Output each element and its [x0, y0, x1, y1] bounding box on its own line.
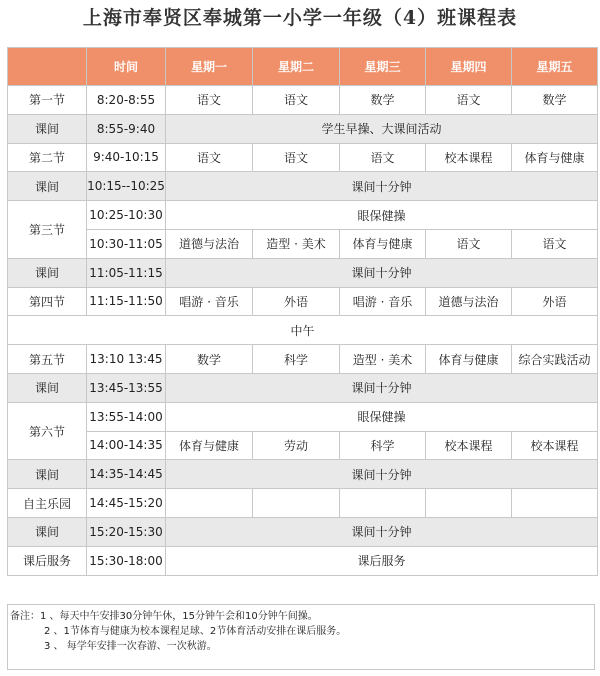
merged-activity-cell: 课间十分钟 — [166, 172, 598, 201]
class-cell — [512, 489, 598, 518]
merged-activity-cell: 课后服务 — [166, 546, 598, 575]
table-row — [8, 86, 598, 115]
class-cell — [253, 489, 340, 518]
merged-activity-cell: 眼保健操 — [166, 402, 598, 431]
period-label: 第二节 — [8, 143, 87, 172]
notes-box — [7, 604, 595, 670]
header-corner — [8, 48, 87, 86]
class-cell: 语文 — [253, 143, 340, 172]
merged-activity-cell: 课间十分钟 — [166, 517, 598, 546]
merged-activity-cell: 课间十分钟 — [166, 258, 598, 287]
class-cell: 科学 — [340, 431, 426, 460]
class-cell: 语文 — [166, 86, 253, 115]
table-row — [8, 345, 598, 374]
class-cell: 语文 — [512, 229, 598, 258]
class-cell: 语文 — [340, 143, 426, 172]
period-time: 8:55-9:40 — [87, 114, 166, 143]
header-wednesday: 星期三 — [340, 48, 426, 86]
period-time: 10:30-11:05 — [87, 229, 166, 258]
table-row — [8, 546, 598, 575]
period-time: 15:20-15:30 — [87, 517, 166, 546]
table-row — [8, 489, 598, 518]
table-row — [8, 229, 598, 258]
period-time: 9:40-10:15 — [87, 143, 166, 172]
period-time: 14:35-14:45 — [87, 460, 166, 489]
period-label: 课间 — [8, 517, 87, 546]
class-cell: 语文 — [253, 86, 340, 115]
period-time: 13:10 13:45 — [87, 345, 166, 374]
period-time: 13:55-14:00 — [87, 402, 166, 431]
class-cell — [166, 489, 253, 518]
class-cell: 唱游 · 音乐 — [166, 287, 253, 316]
class-cell: 道德与法治 — [426, 287, 512, 316]
period-time: 11:05-11:15 — [87, 258, 166, 287]
period-label: 课间 — [8, 373, 87, 402]
class-cell: 体育与健康 — [512, 143, 598, 172]
class-cell: 体育与健康 — [426, 345, 512, 374]
table-row — [8, 431, 598, 460]
period-time: 15:30-18:00 — [87, 546, 166, 575]
period-label: 第三节 — [8, 201, 87, 259]
period-label: 自主乐园 — [8, 489, 87, 518]
period-label: 课后服务 — [8, 546, 87, 575]
note-line: 3 、 每学年安排一次春游、一次秋游。 — [44, 641, 217, 652]
header-monday: 星期一 — [166, 48, 253, 86]
class-cell: 校本课程 — [426, 143, 512, 172]
class-cell: 数学 — [512, 86, 598, 115]
table-row — [8, 316, 598, 345]
class-cell: 综合实践活动 — [512, 345, 598, 374]
noon-break-cell: 中午 — [8, 316, 598, 345]
class-cell: 外语 — [512, 287, 598, 316]
class-cell: 校本课程 — [512, 431, 598, 460]
table-row — [8, 460, 598, 489]
class-cell: 数学 — [166, 345, 253, 374]
class-cell: 造型 · 美术 — [253, 229, 340, 258]
table-row — [8, 143, 598, 172]
period-time: 10:15--10:25 — [87, 172, 166, 201]
merged-activity-cell: 课间十分钟 — [166, 460, 598, 489]
class-cell: 校本课程 — [426, 431, 512, 460]
period-label: 课间 — [8, 258, 87, 287]
period-time: 11:15-11:50 — [87, 287, 166, 316]
header-friday: 星期五 — [512, 48, 598, 86]
class-cell — [426, 489, 512, 518]
period-label: 课间 — [8, 172, 87, 201]
page-title: 上海市奉贤区奉城第一小学一年级（4）班课程表 — [82, 7, 518, 29]
period-time: 13:45-13:55 — [87, 373, 166, 402]
class-cell: 唱游 · 音乐 — [340, 287, 426, 316]
class-cell: 语文 — [426, 229, 512, 258]
period-time: 14:45-15:20 — [87, 489, 166, 518]
merged-activity-cell: 学生早操、大课间活动 — [166, 114, 598, 143]
note-line: 2 、1节体育与健康为校本课程足球、2节体育活动安排在课后服务。 — [44, 626, 347, 637]
table-row — [8, 373, 598, 402]
merged-activity-cell: 眼保健操 — [166, 201, 598, 230]
period-label: 课间 — [8, 460, 87, 489]
note-line: 备注：1 、每天中午安排30分钟午休，15分钟午会和10分钟午间操。 — [10, 611, 318, 622]
header-thursday: 星期四 — [426, 48, 512, 86]
table-row — [8, 114, 598, 143]
period-label: 第六节 — [8, 402, 87, 460]
table-row — [8, 402, 598, 431]
period-label: 第五节 — [8, 345, 87, 374]
period-time: 8:20-8:55 — [87, 86, 166, 115]
class-cell: 外语 — [253, 287, 340, 316]
period-label: 课间 — [8, 114, 87, 143]
class-cell: 科学 — [253, 345, 340, 374]
period-time: 10:25-10:30 — [87, 201, 166, 230]
merged-activity-cell: 课间十分钟 — [166, 373, 598, 402]
class-cell: 道德与法治 — [166, 229, 253, 258]
table-row — [8, 517, 598, 546]
class-cell — [340, 489, 426, 518]
class-cell: 体育与健康 — [166, 431, 253, 460]
table-row — [8, 172, 598, 201]
period-time: 14:00-14:35 — [87, 431, 166, 460]
table-row — [8, 201, 598, 230]
period-label: 第四节 — [8, 287, 87, 316]
schedule-table — [7, 47, 598, 576]
class-cell: 语文 — [166, 143, 253, 172]
period-label: 第一节 — [8, 86, 87, 115]
class-cell: 数学 — [340, 86, 426, 115]
table-row — [8, 287, 598, 316]
header-tuesday: 星期二 — [253, 48, 340, 86]
class-cell: 劳动 — [253, 431, 340, 460]
class-cell: 造型 · 美术 — [340, 345, 426, 374]
header-time: 时间 — [87, 48, 166, 86]
class-cell: 体育与健康 — [340, 229, 426, 258]
class-cell: 语文 — [426, 86, 512, 115]
header-row — [8, 48, 598, 86]
table-row — [8, 258, 598, 287]
